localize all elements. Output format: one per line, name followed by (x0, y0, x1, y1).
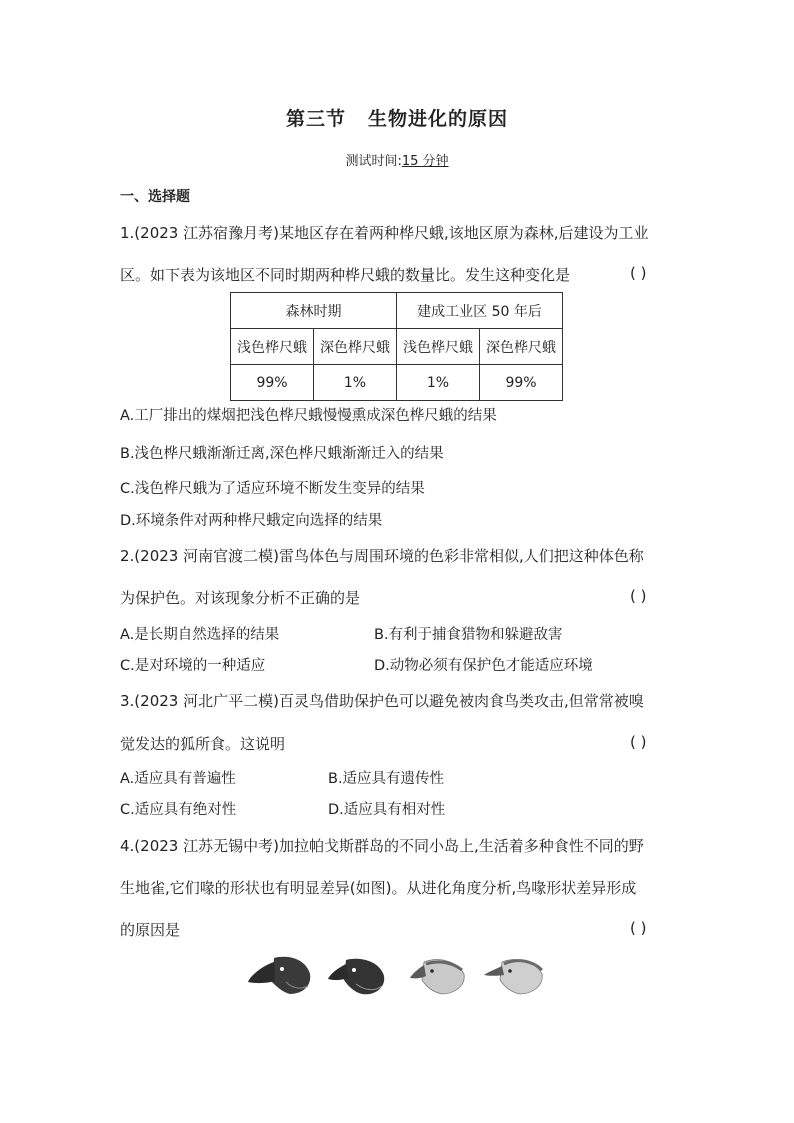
page-title (0, 104, 794, 131)
q3-option-c: C.适应具有绝对性 (120, 802, 237, 818)
finch-head-medium-beak (328, 959, 384, 995)
q4-answer-blank: ( ) (630, 919, 647, 937)
q4-line1: 4.(2023 江苏无锡中考)加拉帕戈斯群岛的不同小岛上,生活着多种食性不同的野 (120, 837, 644, 855)
q2-line1: 2.(2023 河南官渡二模)雷鸟体色与周围环境的色彩非常相似,人们把这种体色称 (120, 547, 644, 565)
finch-head-thin-beak (484, 960, 542, 994)
q1-answer-blank: ( ) (630, 264, 647, 282)
q3-line1: 3.(2023 河北广平二模)百灵鸟借助保护色可以避免被肉食鸟类攻击,但常常被嗅 (120, 692, 644, 710)
q3-option-b: B.适应具有遗传性 (328, 771, 445, 787)
q1-option-b: B.浅色桦尺蛾渐渐迁离,深色桦尺蛾渐渐迁入的结果 (120, 446, 444, 462)
q4-line3: 的原因是 (120, 921, 181, 939)
q2-option-a: A.是长期自然选择的结果 (120, 627, 280, 643)
test-time-value: 15 分钟 (401, 154, 449, 169)
table-subheader-cell: 浅色桦尺蛾 (397, 329, 480, 365)
q3-option-a: A.适应具有普遍性 (120, 771, 236, 787)
finch-head-small-beak (410, 960, 464, 994)
table-subheader-row (231, 329, 563, 365)
table-cell: 1% (314, 365, 397, 401)
section-number: 第三节 (285, 108, 346, 130)
table-subheader-cell: 深色桦尺蛾 (480, 329, 563, 365)
section-heading: 一、选择题 (120, 189, 190, 205)
section-title: 生物进化的原因 (368, 108, 509, 130)
table-subheader-cell: 浅色桦尺蛾 (231, 329, 314, 365)
table-header-row (231, 293, 563, 329)
q1-option-a: A.工厂排出的煤烟把浅色桦尺蛾慢慢熏成深色桦尺蛾的结果 (120, 408, 497, 424)
q1-line1: 1.(2023 江苏宿豫月考)某地区存在着两种桦尺蛾,该地区原为森林,后建设为工业 (120, 224, 649, 242)
finch-beaks-figure (246, 952, 556, 998)
test-time (0, 150, 794, 169)
table-header-cell: 森林时期 (231, 293, 397, 329)
table-row (231, 365, 563, 401)
q3-answer-blank: ( ) (630, 733, 647, 751)
q1-option-c: C.浅色桦尺蛾为了适应环境不断发生变异的结果 (120, 481, 425, 497)
table-cell: 99% (231, 365, 314, 401)
moth-ratio-table (230, 292, 563, 401)
q3-option-d: D.适应具有相对性 (328, 802, 446, 818)
table-cell: 1% (397, 365, 480, 401)
q1-line2: 区。如下表为该地区不同时期两种桦尺蛾的数量比。发生这种变化是 (120, 266, 571, 284)
q2-option-b: B.有利于捕食猎物和躲避敌害 (374, 627, 563, 643)
table-header-cell: 建成工业区 50 年后 (397, 293, 563, 329)
q2-option-c: C.是对环境的一种适应 (120, 658, 266, 674)
q1-option-d: D.环境条件对两种桦尺蛾定向选择的结果 (120, 513, 383, 529)
q2-answer-blank: ( ) (630, 587, 647, 605)
test-time-label: 测试时间: (345, 154, 402, 169)
q3-line2: 觉发达的狐所食。这说明 (120, 735, 286, 753)
q4-line2: 生地雀,它们喙的形状也有明显差异(如图)。从进化角度分析,鸟喙形状差异形成 (120, 879, 637, 897)
q2-option-d: D.动物必须有保护色才能适应环境 (374, 658, 593, 674)
table-cell: 99% (480, 365, 563, 401)
finch-head-large-beak (248, 957, 310, 994)
table-subheader-cell: 深色桦尺蛾 (314, 329, 397, 365)
q2-line2: 为保护色。对该现象分析不正确的是 (120, 589, 361, 607)
